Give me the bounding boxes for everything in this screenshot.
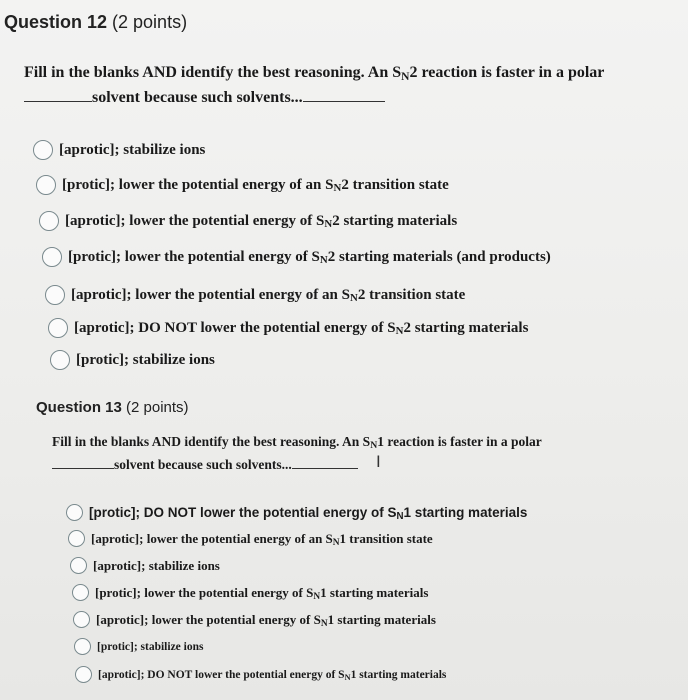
option-radio[interactable] [68,530,433,547]
radio-button-icon[interactable] [45,285,65,305]
prompt-subscript: N [401,70,410,83]
option-label: [protic]; stabilize ions [97,640,204,653]
blank-1 [52,468,114,469]
blank-2 [303,101,385,102]
option-label: [aprotic]; lower the potential energy of an SN2 transition state [71,286,466,305]
radio-button-icon[interactable] [75,666,92,683]
question-12-prompt-line2 [24,88,385,108]
radio-button-icon[interactable] [33,140,53,160]
option-radio[interactable] [42,247,551,267]
option-label: [protic]; stabilize ions [76,351,215,368]
radio-button-icon[interactable] [39,211,59,231]
option-label: [aprotic]; lower the potential energy of SN2 starting materials [65,212,458,231]
radio-button-icon[interactable] [42,247,62,267]
radio-button-icon[interactable] [74,638,91,655]
option-label: [aprotic]; stabilize ions [59,141,206,158]
option-radio[interactable] [39,211,457,231]
option-radio[interactable] [45,285,465,305]
question-12-title [4,12,187,33]
radio-button-icon[interactable] [68,530,85,547]
option-radio[interactable] [70,557,220,574]
prompt-text: Fill in the blanks AND identify the best reasoning. An S [24,64,402,81]
prompt-text: 2 reaction is faster in a polar [409,64,605,81]
blank-1 [24,101,92,102]
option-radio[interactable] [50,350,215,370]
radio-button-icon[interactable] [66,504,83,521]
option-label: [aprotic]; lower the potential energy of an SN1 transition state [91,530,433,548]
option-radio[interactable] [72,584,428,601]
question-13-prompt-line2 [52,457,358,474]
text-cursor-icon: I [376,452,381,471]
question-12-points: (2 points) [107,12,188,32]
option-radio[interactable] [36,175,449,195]
radio-button-icon[interactable] [70,557,87,574]
question-13-points: (2 points) [121,399,189,416]
prompt-text: Fill in the blanks AND identify the best reasoning. An S [52,434,371,449]
question-13-prompt-line1 [52,434,542,451]
option-radio[interactable] [66,504,527,521]
option-label: [aprotic]; lower the potential energy of SN1 starting materials [96,611,436,629]
option-radio[interactable] [75,666,446,683]
option-label: [protic]; lower the potential energy of an SN2 transition state [62,176,449,195]
prompt-subscript: N [370,440,378,452]
question-13-title [36,399,189,416]
radio-button-icon[interactable] [36,175,56,195]
option-label: [protic]; lower the potential energy of SN2 starting materials (and products) [68,248,551,267]
option-radio[interactable] [73,611,436,628]
question-12-label: Question 12 [4,12,108,32]
radio-button-icon[interactable] [72,584,89,601]
question-13-label: Question 13 [36,399,122,416]
radio-button-icon[interactable] [48,318,68,338]
option-radio[interactable] [48,318,528,338]
option-label: [protic]; lower the potential energy of SN1 starting materials [95,584,429,602]
prompt-text: solvent because such solvents... [92,89,303,106]
option-radio[interactable] [74,638,203,655]
radio-button-icon[interactable] [73,611,90,628]
prompt-text: solvent because such solvents... [114,457,292,472]
question-12-prompt-line1 [24,63,604,83]
blank-2 [292,468,358,469]
option-label: [aprotic]; DO NOT lower the potential energy of SN2 starting materials [74,319,529,338]
option-label: [aprotic]; DO NOT lower the potential energy of SN1 starting materials [98,668,447,682]
option-label: [aprotic]; stabilize ions [93,557,220,573]
option-radio[interactable] [33,140,205,160]
prompt-text: 1 reaction is faster in a polar [377,434,542,449]
radio-button-icon[interactable] [50,350,70,370]
option-label: [protic]; DO NOT lower the potential energy of SN1 starting materials [89,505,528,523]
